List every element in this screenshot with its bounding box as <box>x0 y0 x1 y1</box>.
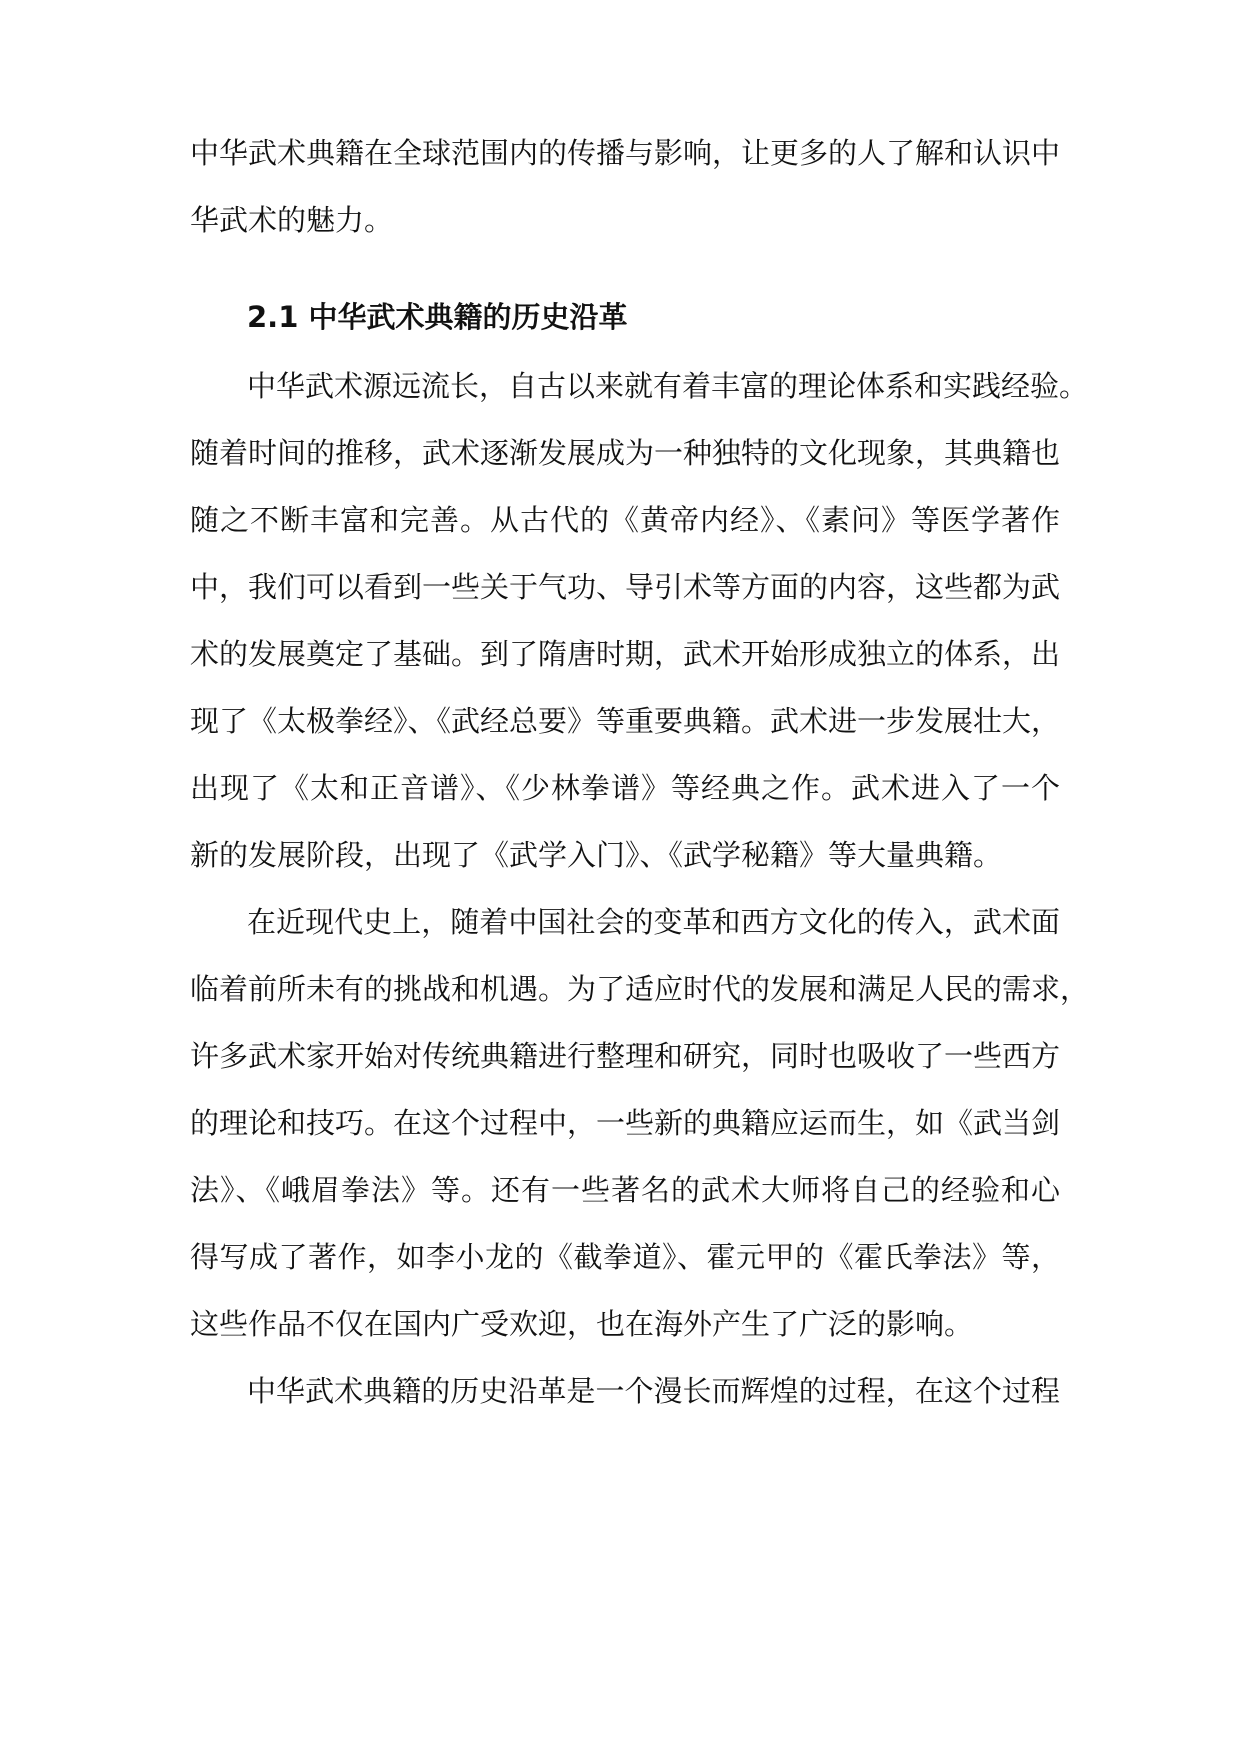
paragraph2-line-2: 临着前所未有的挑战和机遇。为了适应时代的发展和满足人民的需求， <box>190 972 1090 1006</box>
intro-line-1: 中华武术典籍在全球范围内的传播与影响，让更多的人了解和认识中 <box>190 136 1061 170</box>
paragraph2-line-6: 得写成了著作，如李小龙的《截拳道》、霍元甲的《霍氏拳法》等， <box>190 1240 1060 1274</box>
paragraph1-line-4: 中，我们可以看到一些关于气功、导引术等方面的内容，这些都为武 <box>190 570 1061 604</box>
paragraph1-line-2: 随着时间的推移，武术逐渐发展成为一种独特的文化现象，其典籍也 <box>190 436 1061 470</box>
paragraph1-line-6: 现了《太极拳经》、《武经总要》等重要典籍。武术进一步发展壮大， <box>190 704 1061 738</box>
paragraph1-line-7: 出现了《太和正音谱》、《少林拳谱》等经典之作。武术进入了一个 <box>190 771 1060 805</box>
paragraph2-line-4: 的理论和技巧。在这个过程中，一些新的典籍应运而生，如《武当剑 <box>190 1106 1061 1140</box>
intro-line-2: 华武术的魅力。 <box>190 203 394 237</box>
paragraph1-line-3: 随之不断丰富和完善。从古代的《黄帝内经》、《素问》等医学著作 <box>190 503 1060 537</box>
paragraph1-line-5: 术的发展奠定了基础。到了隋唐时期，武术开始形成独立的体系，出 <box>190 637 1061 671</box>
paragraph2-line-5: 法》、《峨眉拳法》等。还有一些著名的武术大师将自己的经验和心 <box>190 1173 1060 1207</box>
paragraph1-line-8: 新的发展阶段，出现了《武学入门》、《武学秘籍》等大量典籍。 <box>190 838 1003 872</box>
paragraph2-line-7: 这些作品不仅在国内广受欢迎，也在海外产生了广泛的影响。 <box>190 1307 974 1341</box>
paragraph2-line-1: 在近现代史上，随着中国社会的变革和西方文化的传入，武术面 <box>247 905 1060 939</box>
paragraph2-line-3: 许多武术家开始对传统典籍进行整理和研究，同时也吸收了一些西方 <box>190 1039 1061 1073</box>
paragraph1-line-1: 中华武术源远流长，自古以来就有着丰富的理论体系和实践经验。 <box>247 369 1089 403</box>
section-heading: 2.1 中华武术典籍的历史沿革 <box>247 300 628 334</box>
paragraph3-line-1: 中华武术典籍的历史沿革是一个漫长而辉煌的过程，在这个过程 <box>247 1374 1060 1408</box>
